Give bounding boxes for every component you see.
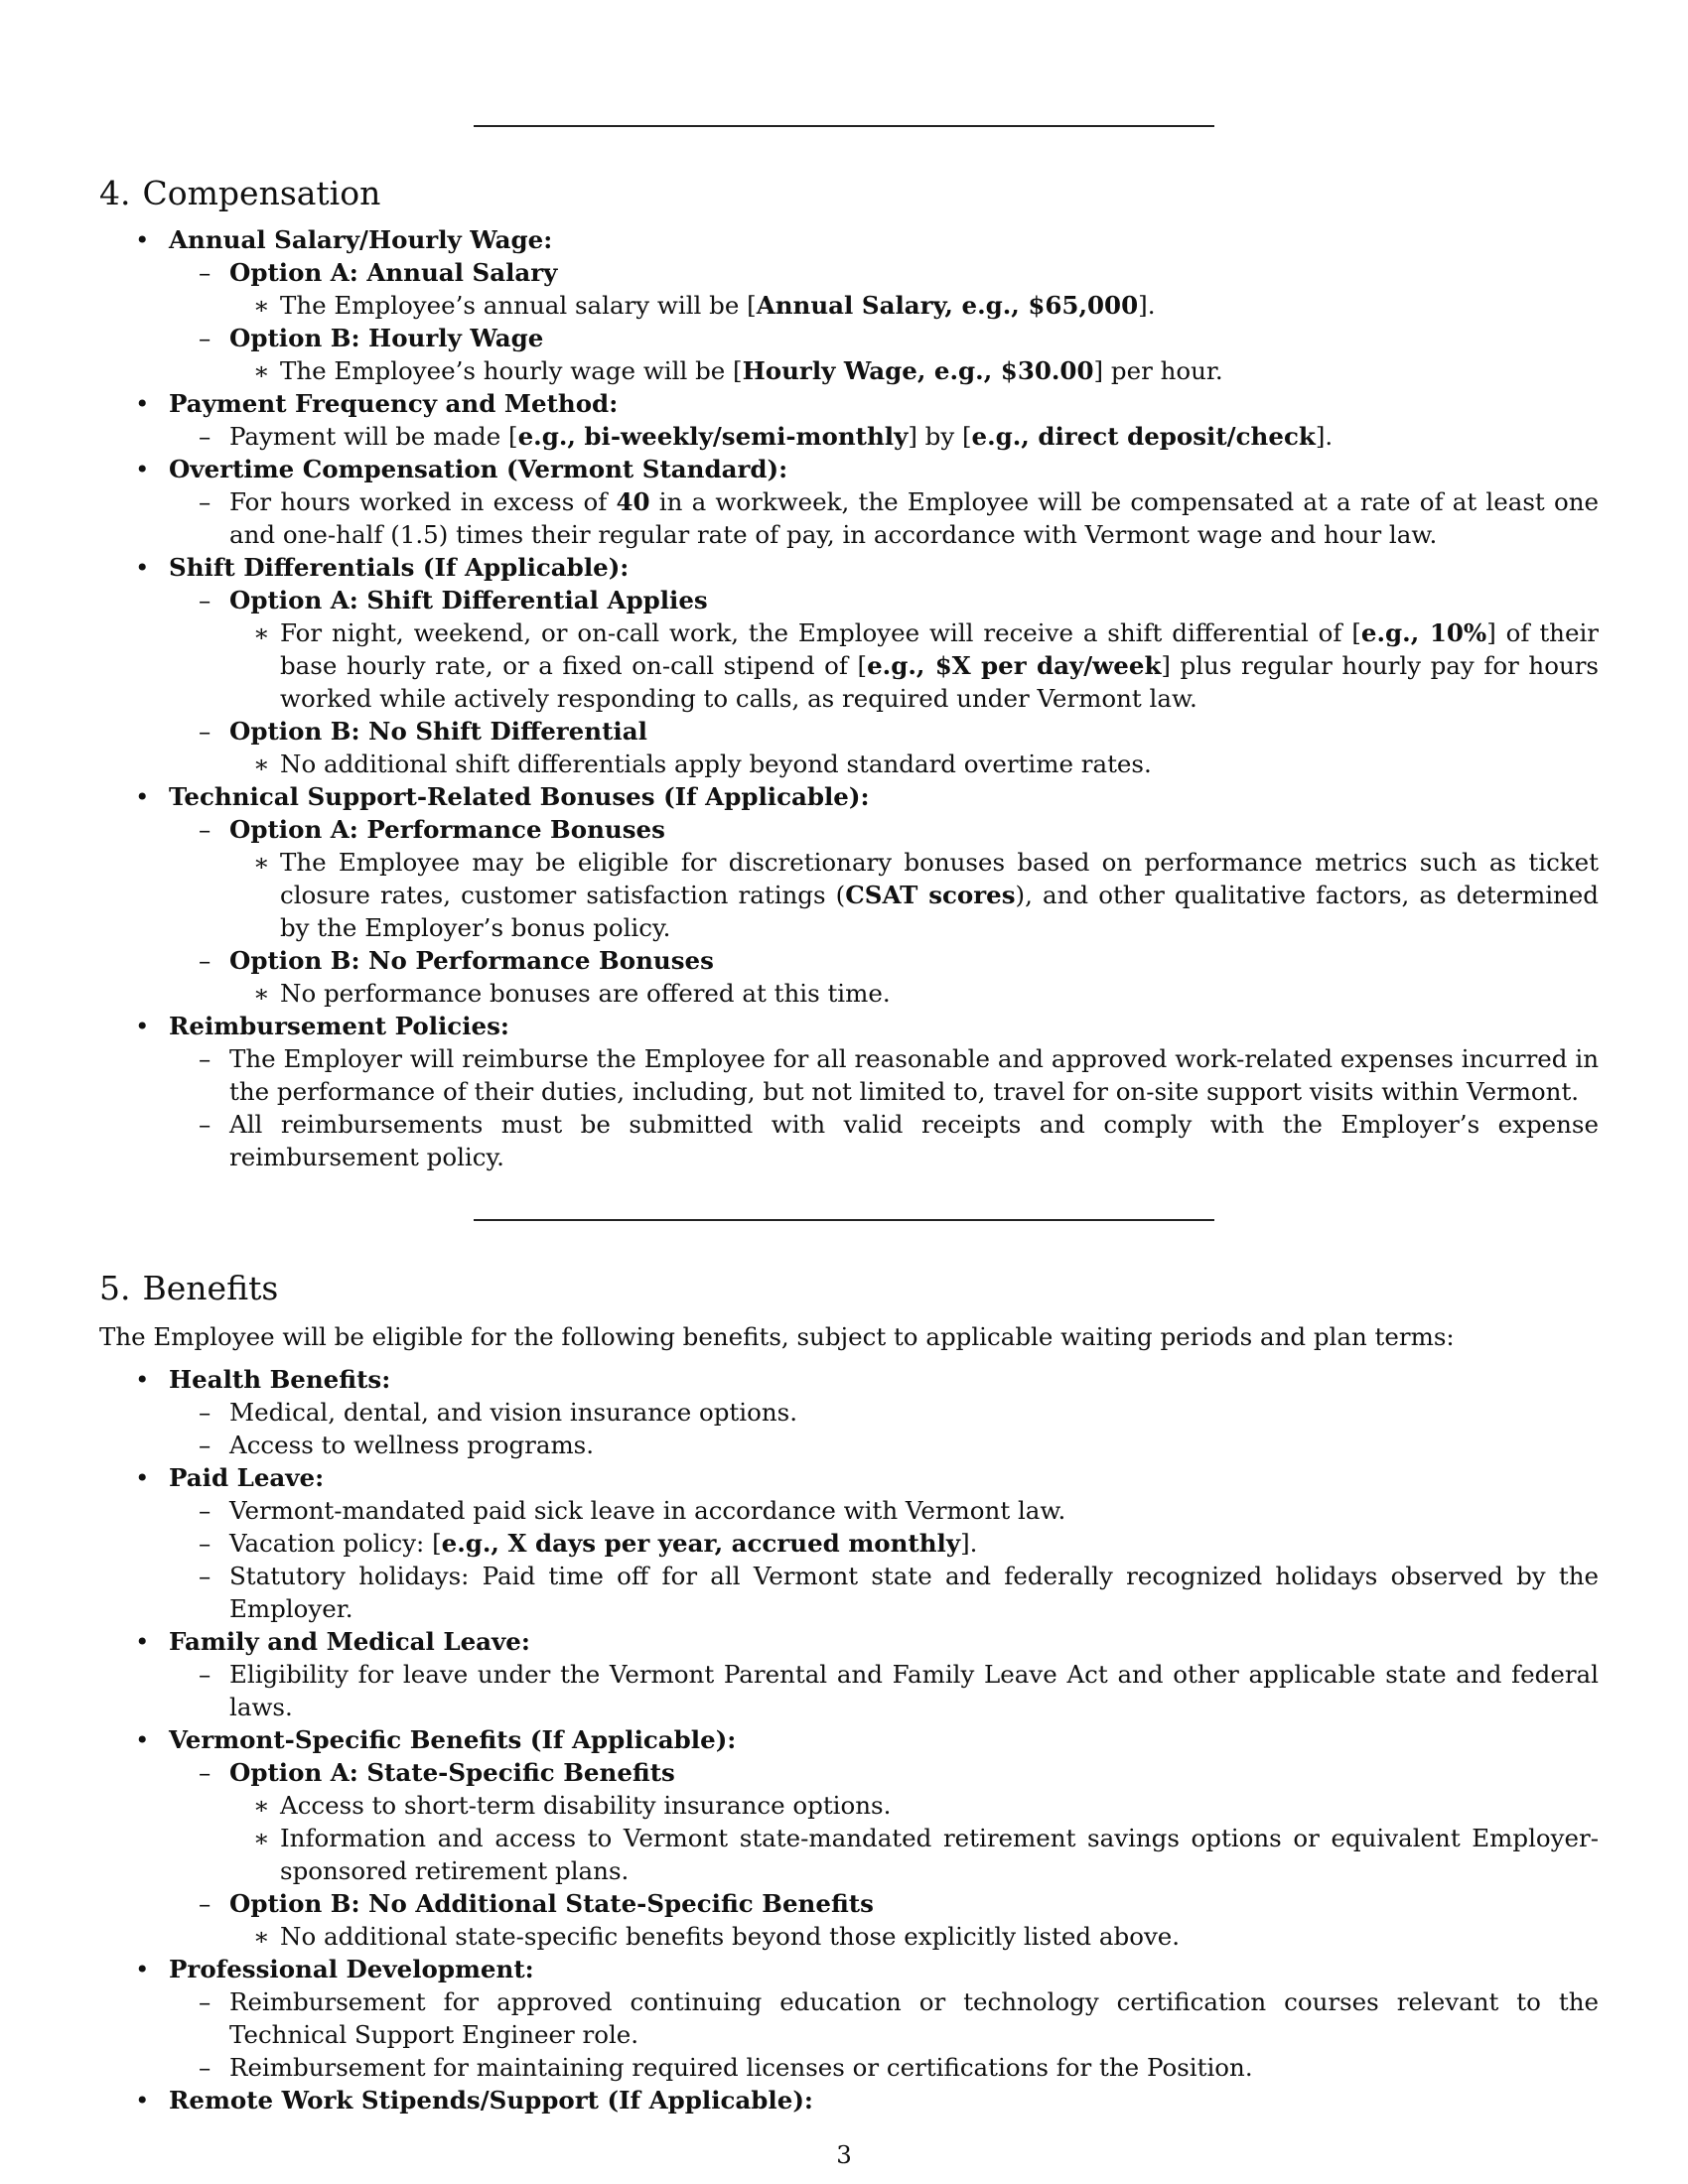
text-run: Access to wellness programs. xyxy=(229,1431,595,1459)
list-item xyxy=(99,1461,1599,1625)
detail-list xyxy=(229,616,1599,715)
list-item xyxy=(99,1625,1599,1723)
section-compensation xyxy=(99,174,1599,1173)
compensation-list xyxy=(99,223,1599,1173)
sub-item xyxy=(169,584,1599,715)
sub-list xyxy=(169,1985,1599,2084)
item-label: Vermont-Specific Benefits (If Applicable): xyxy=(169,1725,737,1754)
sub-list xyxy=(169,813,1599,1010)
sub-item xyxy=(169,1985,1599,2051)
section-title: Compensation xyxy=(142,174,381,212)
text-run: ] per hour. xyxy=(1093,356,1223,385)
text-run: All reimbursements must be submitted with valid receipts and comply with the Employer’s expense reimbursement policy. xyxy=(229,1110,1599,1171)
detail-list xyxy=(229,846,1599,944)
detail-item xyxy=(229,977,1599,1010)
item-label: Payment Frequency and Method: xyxy=(169,389,619,418)
option-label: Option B: No Additional State-Specific Benefits xyxy=(229,1889,874,1918)
detail-item xyxy=(229,289,1599,322)
list-item xyxy=(99,1953,1599,2084)
text-run: ]. xyxy=(960,1529,978,1558)
bold-text: e.g., X days per year, accrued monthly xyxy=(441,1529,961,1558)
list-item xyxy=(99,2084,1599,2116)
section-title: Benefits xyxy=(142,1269,279,1307)
section-intro: The Employee will be eligible for the following benefits, subject to applicable waiting periods and plan terms: xyxy=(99,1322,1455,1351)
section-number: 4. xyxy=(99,174,131,212)
text-run: ]. xyxy=(1315,422,1334,451)
text-run: The Employee’s annual salary will be [ xyxy=(280,291,757,320)
top-divider xyxy=(474,125,1214,127)
sub-item xyxy=(169,2051,1599,2084)
text-run: The Employee may be eligible for discretionary bonuses based on performance metrics such as ticket closure rates, customer satisfaction ratings ( xyxy=(280,848,1599,909)
sub-item xyxy=(169,1887,1599,1953)
item-label: Professional Development: xyxy=(169,1955,534,1983)
sub-list xyxy=(169,485,1599,551)
detail-list xyxy=(229,354,1599,387)
option-label: Option B: No Shift Differential xyxy=(229,717,647,746)
sub-list xyxy=(169,1396,1599,1461)
list-item xyxy=(99,223,1599,387)
sub-item xyxy=(169,1756,1599,1887)
detail-item xyxy=(229,748,1599,780)
bold-text: Hourly Wage, e.g., $30.00 xyxy=(742,356,1094,385)
item-label: Family and Medical Leave: xyxy=(169,1627,530,1656)
text-run: No performance bonuses are offered at this time. xyxy=(280,979,891,1008)
bold-text: Annual Salary, e.g., $65,000 xyxy=(756,291,1139,320)
detail-item xyxy=(229,1822,1599,1887)
sub-item xyxy=(169,485,1599,551)
section-heading xyxy=(99,174,1599,213)
option-label: Option A: Annual Salary xyxy=(229,258,558,287)
text-run: Vacation policy: [ xyxy=(229,1529,442,1558)
text-run: Medical, dental, and vision insurance options. xyxy=(229,1398,798,1427)
detail-list xyxy=(229,1920,1599,1953)
list-item xyxy=(99,1010,1599,1173)
section-benefits xyxy=(99,1269,1599,2116)
bold-text: e.g., bi-weekly/semi-monthly xyxy=(517,422,909,451)
detail-list xyxy=(229,1789,1599,1887)
list-item xyxy=(99,551,1599,780)
sub-item xyxy=(169,322,1599,387)
section-number: 5. xyxy=(99,1269,131,1307)
benefits-list xyxy=(99,1363,1599,2116)
text-run: Statutory holidays: Paid time off for all Vermont state and federally recognized holidays observed by the Employer. xyxy=(229,1562,1599,1623)
text-run: Eligibility for leave under the Vermont Parental and Family Leave Act and other applicable state and federal laws. xyxy=(229,1660,1599,1721)
bold-text: e.g., direct deposit/check xyxy=(971,422,1316,451)
detail-list xyxy=(229,977,1599,1010)
middle-divider xyxy=(474,1219,1214,1221)
detail-item xyxy=(229,1789,1599,1822)
text-run: For night, weekend, or on-call work, the Employee will receive a shift differential of [ xyxy=(280,618,1361,647)
text-run: ] of their base hourly rate, or a fixed on-call stipend of [ xyxy=(280,618,1599,680)
text-run: The Employee’s hourly wage will be [ xyxy=(280,356,743,385)
list-item xyxy=(99,1723,1599,1953)
bold-text: 40 xyxy=(616,487,650,516)
text-run: The Employer will reimburse the Employee for all reasonable and approved work-related expenses incurred in the performance of their duties, including, but not limited to, travel for on-site support visits within Vermont. xyxy=(229,1044,1599,1106)
item-label: Annual Salary/Hourly Wage: xyxy=(169,225,553,254)
section-heading xyxy=(99,1269,1599,1308)
sub-item xyxy=(169,1108,1599,1173)
sub-item xyxy=(169,1429,1599,1461)
sub-item xyxy=(169,420,1599,453)
item-label: Paid Leave: xyxy=(169,1463,325,1492)
item-label: Shift Differentials (If Applicable): xyxy=(169,553,630,582)
item-label: Remote Work Stipends/Support (If Applicable): xyxy=(169,2086,813,2115)
sub-item xyxy=(169,715,1599,780)
bold-text: CSAT scores xyxy=(845,881,1016,909)
sub-list xyxy=(169,420,1599,453)
sub-list xyxy=(169,584,1599,780)
list-item xyxy=(99,1363,1599,1461)
option-label: Option A: Shift Differential Applies xyxy=(229,586,708,614)
item-label: Technical Support-Related Bonuses (If Applicable): xyxy=(169,782,870,811)
list-item xyxy=(99,453,1599,551)
detail-list xyxy=(229,289,1599,322)
text-run: Reimbursement for maintaining required licenses or certifications for the Position. xyxy=(229,2053,1253,2082)
text-run: No additional shift differentials apply beyond standard overtime rates. xyxy=(280,750,1152,778)
detail-item xyxy=(229,1920,1599,1953)
sub-item xyxy=(169,944,1599,1010)
item-label: Overtime Compensation (Vermont Standard): xyxy=(169,455,788,483)
item-label: Reimbursement Policies: xyxy=(169,1012,509,1040)
sub-item xyxy=(169,1396,1599,1429)
text-run: ] plus regular hourly pay for hours worked while actively responding to calls, as required under Vermont law. xyxy=(280,651,1600,713)
text-run: Payment will be made [ xyxy=(229,422,518,451)
text-run: No additional state-specific benefits beyond those explicitly listed above. xyxy=(280,1922,1181,1951)
sub-item xyxy=(169,1042,1599,1108)
bold-text: e.g., $X per day/week xyxy=(867,651,1162,680)
sub-list xyxy=(169,1756,1599,1953)
sub-list xyxy=(169,1494,1599,1625)
option-label: Option B: Hourly Wage xyxy=(229,324,544,352)
sub-item xyxy=(169,1527,1599,1560)
sub-item xyxy=(169,1494,1599,1527)
item-label: Health Benefits: xyxy=(169,1365,391,1394)
text-run: Vermont-mandated paid sick leave in accordance with Vermont law. xyxy=(229,1496,1066,1525)
detail-list xyxy=(229,748,1599,780)
text-run: ] by [ xyxy=(908,422,972,451)
text-run: Information and access to Vermont state-mandated retirement savings options or equivalent Employer-sponsored retirement plans. xyxy=(280,1824,1599,1885)
sub-item xyxy=(169,1560,1599,1625)
option-label: Option A: State-Specific Benefits xyxy=(229,1758,675,1787)
text-run: ]. xyxy=(1138,291,1156,320)
sub-item xyxy=(169,1658,1599,1723)
detail-item xyxy=(229,354,1599,387)
list-item xyxy=(99,780,1599,1010)
sub-list xyxy=(169,256,1599,387)
option-label: Option B: No Performance Bonuses xyxy=(229,946,714,975)
detail-item xyxy=(229,846,1599,944)
option-label: Option A: Performance Bonuses xyxy=(229,815,665,844)
sub-list xyxy=(169,1658,1599,1723)
page-number: 3 xyxy=(836,2140,852,2169)
bold-text: e.g., 10% xyxy=(1360,618,1487,647)
sub-item xyxy=(169,813,1599,944)
text-run: For hours worked in excess of xyxy=(229,487,617,516)
text-run: Reimbursement for approved continuing education or technology certification courses relevant to the Technical Support Engineer role. xyxy=(229,1987,1599,2049)
text-run: in a workweek, the Employee will be compensated at a rate of at least one and one-half (1.5) times their regular rate of pay, in accordance with Vermont wage and hour law. xyxy=(229,487,1599,549)
sub-list xyxy=(169,1042,1599,1173)
list-item xyxy=(99,387,1599,453)
text-run: Access to short-term disability insurance options. xyxy=(280,1791,892,1820)
sub-item xyxy=(169,256,1599,322)
detail-item xyxy=(229,616,1599,715)
text-run: ), and other qualitative factors, as determined by the Employer’s bonus policy. xyxy=(280,881,1599,942)
